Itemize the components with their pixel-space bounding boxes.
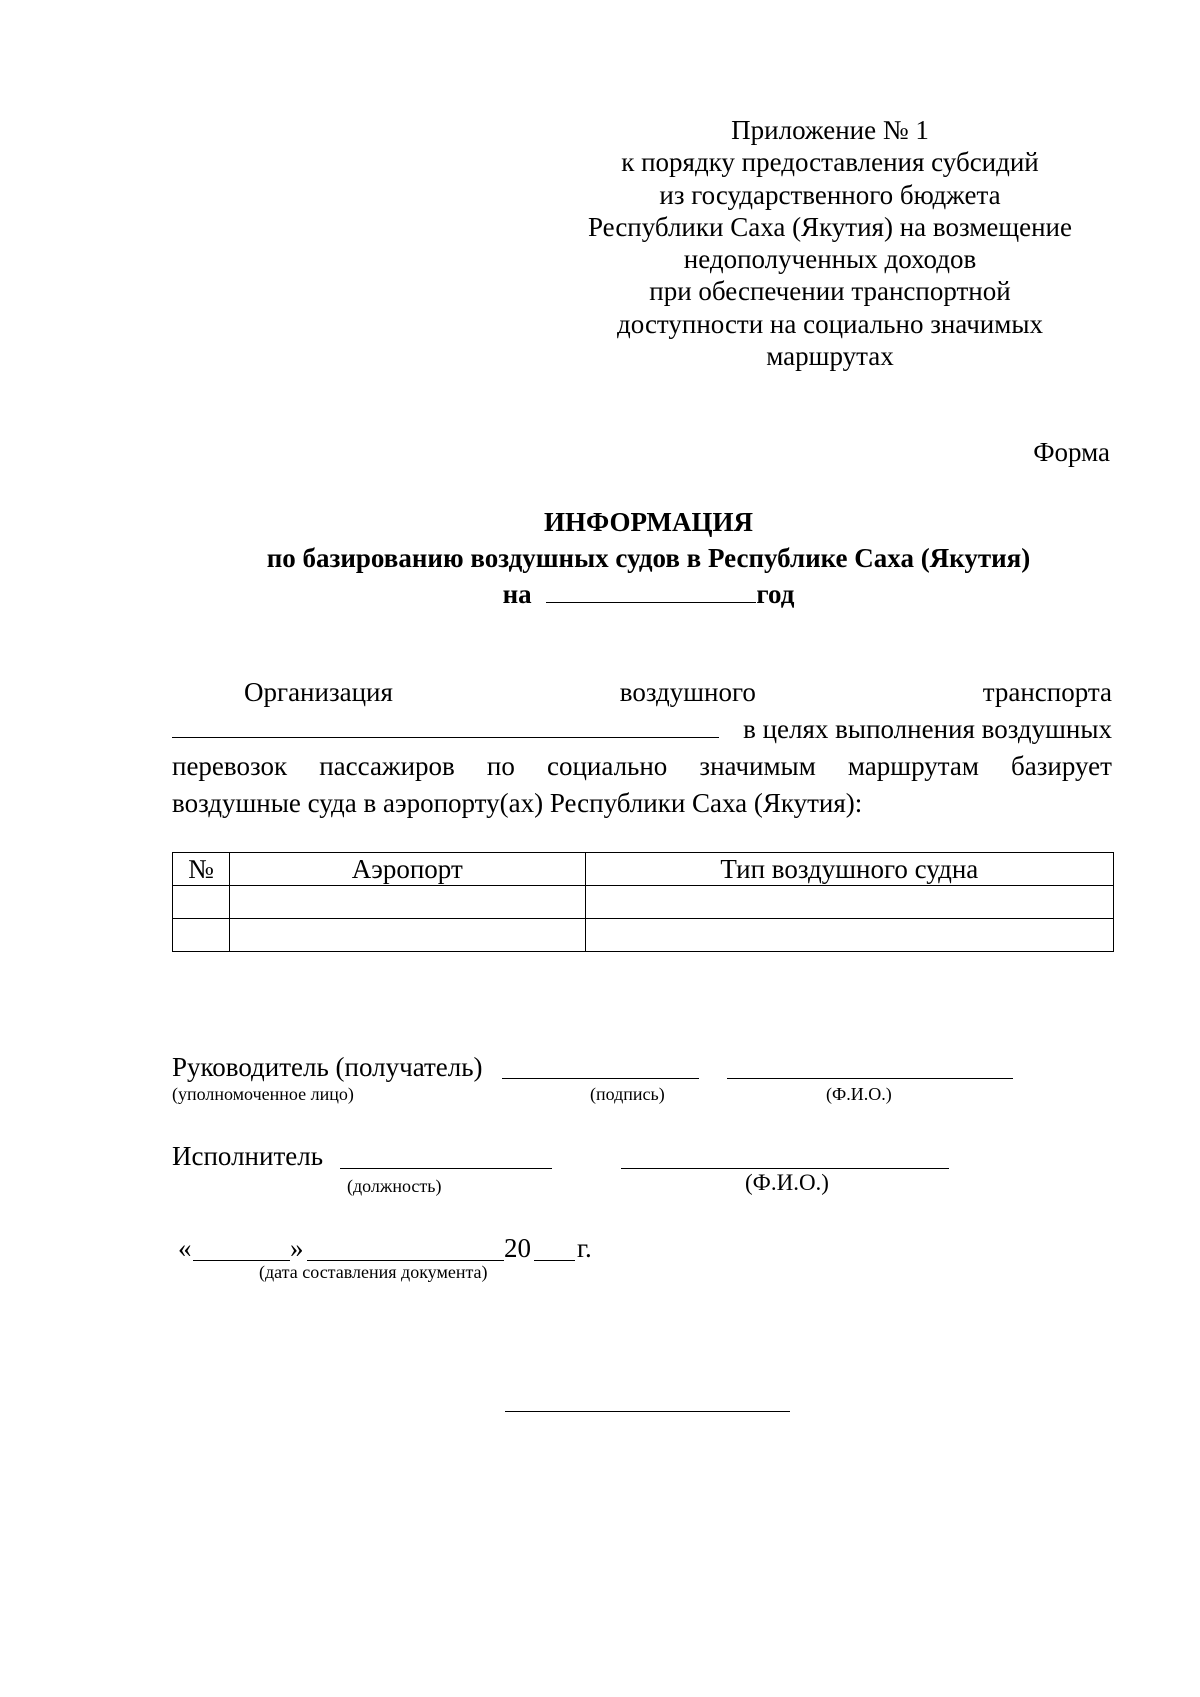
title-year-prefix: на <box>502 579 532 609</box>
appendix-line: Приложение № 1 <box>731 115 929 145</box>
date-year-prefix: 20 <box>504 1233 531 1263</box>
table-row <box>173 919 1114 952</box>
date-year-line[interactable] <box>534 1260 575 1261</box>
table-cell[interactable] <box>173 886 230 919</box>
aircraft-basing-table <box>172 852 1114 952</box>
fio-caption: (Ф.И.О.) <box>826 1084 892 1104</box>
body-line-3 <box>172 748 1112 784</box>
table-cell[interactable] <box>229 886 585 919</box>
body-word: пассажиров <box>319 751 455 781</box>
body-line-2 <box>172 711 1112 747</box>
body-word: социально <box>546 751 668 781</box>
head-label: Руководитель (получатель) <box>172 1052 483 1082</box>
appendix-line: доступности на социально значимых <box>617 308 1043 339</box>
date-month-line[interactable] <box>307 1260 504 1261</box>
body-line-1 <box>172 674 1112 710</box>
form-label: Форма <box>1033 437 1110 467</box>
table-cell[interactable] <box>585 886 1113 919</box>
date-caption: (дата составления документа) <box>259 1262 488 1282</box>
body-line-4: воздушные суда в аэропорту(ах) Республики Саха (Якутия): <box>172 788 863 818</box>
document-subtitle: по базированию воздушных судов в Республике Саха (Якутия) <box>266 543 1031 573</box>
organization-blank-field[interactable] <box>172 713 719 738</box>
body-word: по <box>486 751 515 781</box>
appendix-line: недополученных доходов <box>683 244 977 275</box>
body-word: Организация <box>244 677 393 707</box>
appendix-header <box>560 114 1100 372</box>
signature-caption: (подпись) <box>590 1084 665 1104</box>
head-signature-line[interactable] <box>502 1078 699 1079</box>
table-header-row <box>173 853 1114 886</box>
body-word: значимым <box>699 751 816 781</box>
date-year-suffix: г. <box>577 1233 592 1263</box>
body-word: маршрутам <box>847 751 979 781</box>
appendix-line: маршрутах <box>766 341 894 372</box>
body-word: воздушного <box>619 677 756 707</box>
table-cell[interactable] <box>173 919 230 952</box>
end-separator-line <box>505 1411 790 1412</box>
title-year-suffix: год <box>756 579 795 609</box>
body-word: перевозок <box>172 751 288 781</box>
header-number: № <box>173 853 230 886</box>
body-word: транспорта <box>982 677 1112 707</box>
date-close-quote: » <box>290 1233 304 1263</box>
appendix-line: из государственного бюджета <box>659 179 1001 210</box>
executor-label: Исполнитель <box>172 1141 324 1171</box>
table-cell[interactable] <box>229 919 585 952</box>
document-title: ИНФОРМАЦИЯ <box>544 507 753 537</box>
header-airport: Аэропорт <box>229 853 585 886</box>
position-caption: (должность) <box>347 1176 442 1196</box>
executor-fio-line[interactable] <box>621 1168 949 1169</box>
executor-position-line[interactable] <box>340 1168 552 1169</box>
date-open-quote: « <box>178 1233 192 1263</box>
table-cell[interactable] <box>585 919 1113 952</box>
appendix-line: при обеспечении транспортной <box>649 276 1011 307</box>
appendix-line: к порядку предоставления субсидий <box>621 147 1039 178</box>
table-row <box>173 886 1114 919</box>
header-aircraft-type: Тип воздушного судна <box>585 853 1113 886</box>
head-caption: (уполномоченное лицо) <box>172 1084 354 1104</box>
appendix-line: Республики Саха (Якутия) на возмещение <box>588 211 1072 242</box>
head-fio-line[interactable] <box>727 1078 1013 1079</box>
year-blank-field[interactable] <box>546 578 756 603</box>
date-day-line[interactable] <box>193 1260 290 1261</box>
body-text: в целях выполнения воздушных <box>743 714 1112 744</box>
fio-caption: (Ф.И.О.) <box>745 1170 829 1195</box>
title-year-line <box>0 576 1200 612</box>
body-word: базирует <box>1011 751 1112 781</box>
